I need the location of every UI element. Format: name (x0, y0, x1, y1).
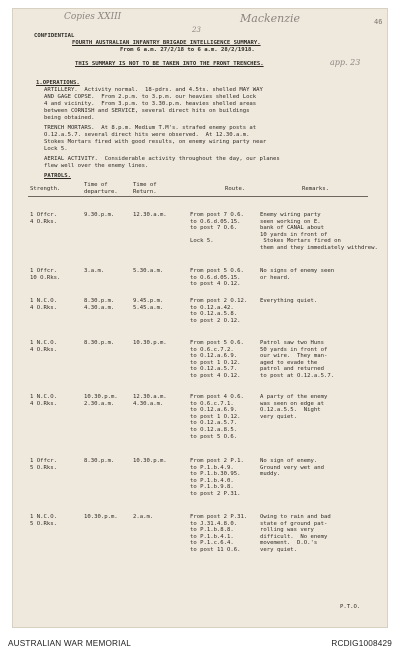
cell-route: From post 2 P.31. to J.31.4.8.0. to P.1.b.8.8. to P.1.b.4.1. to P.1.c.6.4. to post 11 O.6. (190, 514, 248, 553)
archive-footer (0, 632, 400, 653)
cell-route: From post 2 P.1. to P.1.b.4.9. to P.1.b.30.95. to P.1.b.4.0. to P.1.b.9.8. to post 2 P.31. (190, 458, 244, 497)
trench-mortars-line: O.12.a.5.7. several direct hits were observed. At 12.30.a.m. (44, 132, 250, 138)
cell-strength: 1 N.C.O. 5 O.Rks. (30, 514, 57, 527)
col-header-route: Route. (225, 186, 246, 192)
cell-remarks: Patrol saw two Huns 50 yards in front of our wire. They man- aged to evade the patrol and returned to post at O.12.a.5.7. (260, 340, 335, 379)
cell-departure: 8.30.p.m. 4.30.a.m. (84, 298, 115, 311)
cell-departure: 10.30.p.m. 2.30.a.m. (84, 394, 118, 407)
cell-departure: 8.30.p.m. (84, 458, 115, 464)
cell-return: 10.30.p.m. (133, 340, 167, 346)
classification: CONFIDENTIAL (34, 33, 75, 39)
cell-departure: 10.30.p.m. (84, 514, 118, 520)
col-header-departure: Time of departure. (84, 182, 118, 195)
period: From 6 a.m. 27/2/18 to 6 a.m. 28/2/1918. (120, 47, 255, 53)
artillery-line: 4 and vicinity. From 3.p.m. to 3.30.p.m. heavies shelled areas (44, 101, 257, 107)
artillery-line: being obtained. (44, 115, 95, 121)
handwritten-number: 23 (192, 26, 201, 34)
artillery-line: between CORNISH and SERVICE, several direct hits on buildings (44, 108, 250, 114)
document-title: FOURTH AUSTRALIAN INFANTRY BRIGADE INTELLIGENCE SUMMARY. (72, 40, 261, 46)
col-header-strength: Strength. (30, 186, 61, 192)
cell-departure: 3.a.m. (84, 268, 105, 274)
cell-route: From post 4 O.6. to O.6.c.7.1. to O.12.a.6.9. to post 1 O.12. to O.12.a.5.7. to O.12.a.8.5. to post 5 O.6. (190, 394, 244, 440)
cell-strength: 1 N.C.O. 4 O.Rks. (30, 298, 57, 311)
pto-note: P.T.O. (340, 604, 361, 610)
cell-strength: 1 Offcr. 5 O.Rks. (30, 458, 57, 471)
cell-return: 2.a.m. (133, 514, 154, 520)
cell-route: From post 5 O.6. to O.6.d.05.15. to post 4 O.12. (190, 268, 244, 288)
cell-remarks: No sign of enemy. Ground very wet and muddy. (260, 458, 324, 478)
cell-strength: 1 Offcr. 10 O.Rks. (30, 268, 61, 281)
cell-remarks: Everything quiet. (260, 298, 318, 304)
cell-return: 9.45.p.m. 5.45.a.m. (133, 298, 164, 311)
operations-heading: 1.OPERATIONS. (36, 80, 80, 86)
archive-name: AUSTRALIAN WAR MEMORIAL (8, 639, 132, 648)
cell-return: 10.30.p.m. (133, 458, 167, 464)
cell-strength: 1 N.C.O. 4 O.Rks. (30, 394, 57, 407)
cell-return: 12.30.a.m. (133, 212, 167, 218)
cell-remarks: No signs of enemy seen or heard. (260, 268, 335, 281)
cell-departure: 8.30.p.m. (84, 340, 115, 346)
cell-remarks: Enemy wiring party seen working on E. bank of CANAL about 10 yards in front of Stokes Mortars fired on them and they immediately withdrew. (260, 212, 378, 251)
cell-route: From post 5 O.6. to O.6.c.7.2. to O.12.a.6.9. to post 1 O.12. to O.12.a.5.7. to post 4 O.12. (190, 340, 244, 379)
handwritten-signature: Mackenzie (240, 12, 301, 25)
trench-mortars-line: TRENCH MORTARS. At 8.p.m. Medium T.M's. strafed enemy posts at (44, 125, 257, 131)
col-header-return: Time of Return. (133, 182, 157, 195)
handwritten-copies-note: Copies XXIII (64, 12, 122, 22)
page-number: 46 (374, 18, 383, 26)
aerial-activity-line: flew well over the enemy lines. (44, 163, 149, 169)
patrols-heading: PATROLS. (44, 173, 71, 179)
cell-remarks: A party of the enemy was seen on edge at O.12.a.5.5. Night very quiet. (260, 394, 328, 420)
artillery-line: ARTILLERY. Activity normal. 18-pdrs. and 4.5ts. shelled MAY WAY (44, 87, 263, 93)
cell-departure: 9.30.p.m. (84, 212, 115, 218)
cell-return: 12.30.a.m. 4.30.a.m. (133, 394, 167, 407)
artillery-line: AND GAGE COPSE. From 2.p.m. to 3.p.m. our heavies shelled Lock (44, 94, 257, 100)
cell-strength: 1 N.C.O. 4 O.Rks. (30, 340, 57, 353)
warning: THIS SUMMARY IS NOT TO BE TAKEN INTO THE FRONT TRENCHES. (75, 61, 264, 67)
trench-mortars-line: Lock 5. (44, 146, 68, 152)
cell-return: 5.30.a.m. (133, 268, 164, 274)
trench-mortars-line: Stokes Mortars fired with good results, on enemy wiring party near (44, 139, 267, 145)
cell-route: From post 7 O.6. to O.6.d.05.15. to post 7 O.6. Lock 5. (190, 212, 244, 245)
aerial-activity-line: AERIAL ACTIVITY. Considerable activity throughout the day, our planes (44, 156, 280, 162)
cell-remarks: Owing to rain and bad state of ground pat- rolling was very difficult. No enemy movement. D.O.'s very quiet. (260, 514, 331, 553)
header-rule (28, 196, 368, 197)
handwritten-margin-note: app. 23 (330, 58, 361, 67)
cell-strength: 1 Offcr. 4 O.Rks. (30, 212, 57, 225)
col-header-remarks: Remarks. (302, 186, 329, 192)
archive-reference: RCDIG1008429 (331, 639, 392, 648)
cell-route: From post 2 O.12. to O.12.a.42. to O.12.a.5.8. to post 2 O.12. (190, 298, 248, 324)
